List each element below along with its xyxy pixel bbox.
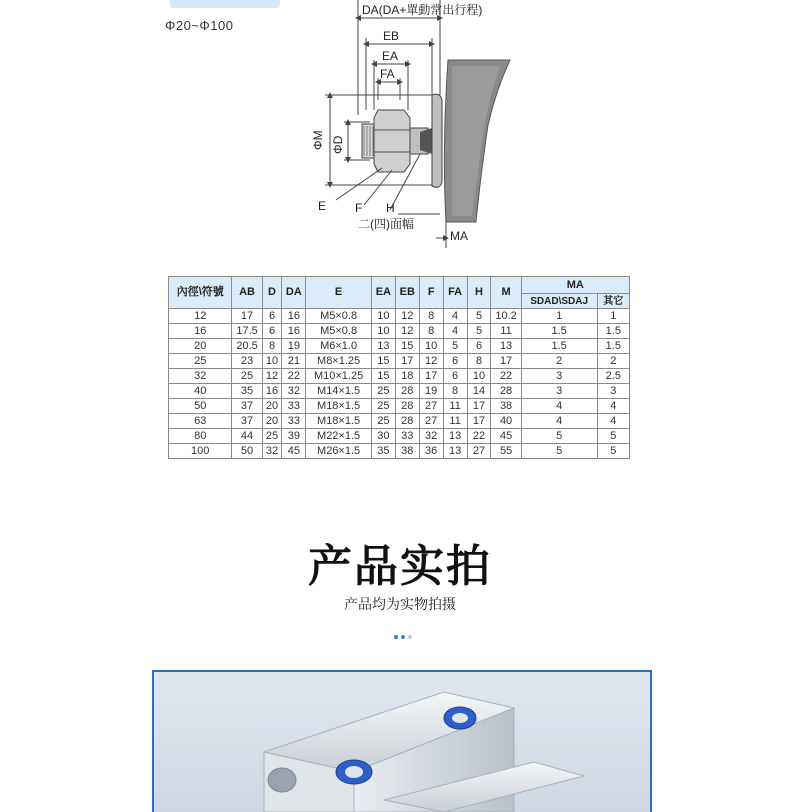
table-cell: 2 xyxy=(597,354,629,369)
table-cell: 5 xyxy=(467,309,491,324)
table-cell: 25 xyxy=(232,369,262,384)
section-subtitle: 产品均为实物拍摄 xyxy=(344,596,456,612)
table-cell: 35 xyxy=(371,444,395,459)
table-cell: 38 xyxy=(395,444,419,459)
table-cell: 28 xyxy=(491,384,521,399)
table-cell: 1.5 xyxy=(597,324,629,339)
carousel-dot xyxy=(394,635,398,639)
table-cell: 45 xyxy=(282,444,306,459)
col-header: 內徑\符號 xyxy=(169,277,232,309)
label-phi-m: ΦM xyxy=(311,130,325,150)
col-header: F xyxy=(419,277,443,309)
table-cell: 80 xyxy=(169,429,232,444)
table-cell: 20 xyxy=(262,399,282,414)
label-flats: 二(四)面幅 xyxy=(358,217,414,231)
table-cell: 27 xyxy=(419,414,443,429)
col-header-ma-sdad: SDAD\SDAJ xyxy=(521,294,597,309)
table-cell: 25 xyxy=(262,429,282,444)
col-header: D xyxy=(262,277,282,309)
table-cell: 22 xyxy=(282,369,306,384)
table-cell: 8 xyxy=(262,339,282,354)
table-cell: 32 xyxy=(419,429,443,444)
table-cell: 6 xyxy=(467,339,491,354)
table-cell: 1.5 xyxy=(521,339,597,354)
table-cell: 10 xyxy=(467,369,491,384)
table-cell: 4 xyxy=(597,399,629,414)
table-cell: 15 xyxy=(395,339,419,354)
col-header-ma-other: 其它 xyxy=(597,294,629,309)
table-cell: 28 xyxy=(395,384,419,399)
table-cell: 17 xyxy=(467,414,491,429)
carousel-dot xyxy=(401,635,405,639)
table-cell: 17 xyxy=(467,399,491,414)
table-cell: 5 xyxy=(521,444,597,459)
table-row xyxy=(169,324,630,339)
table-cell: 23 xyxy=(232,354,262,369)
table-cell: 32 xyxy=(282,384,306,399)
table-row xyxy=(169,414,630,429)
table-cell: 6 xyxy=(262,324,282,339)
table-row xyxy=(169,309,630,324)
table-row xyxy=(169,384,630,399)
label-da: DA(DA+單動常出行程) xyxy=(362,3,483,17)
table-cell: 19 xyxy=(419,384,443,399)
table-cell: 4 xyxy=(443,324,467,339)
table-cell: 1 xyxy=(597,309,629,324)
table-cell: 16 xyxy=(262,384,282,399)
table-cell: M8×1.25 xyxy=(306,354,372,369)
label-fa: FA xyxy=(380,67,395,81)
table-row xyxy=(169,444,630,459)
table-cell: 45 xyxy=(491,429,521,444)
table-cell: 6 xyxy=(443,354,467,369)
table-cell: 32 xyxy=(262,444,282,459)
table-cell: 50 xyxy=(169,399,232,414)
table-cell: M5×0.8 xyxy=(306,324,372,339)
label-h: H xyxy=(386,201,395,215)
table-cell: 25 xyxy=(371,414,395,429)
table-cell: 27 xyxy=(467,444,491,459)
table-cell: 12 xyxy=(262,369,282,384)
table-cell: 28 xyxy=(395,399,419,414)
table-cell: 25 xyxy=(169,354,232,369)
table-cell: 37 xyxy=(232,399,262,414)
table-cell: 4 xyxy=(597,414,629,429)
table-cell: 32 xyxy=(169,369,232,384)
table-cell: 35 xyxy=(232,384,262,399)
table-cell: 1 xyxy=(521,309,597,324)
table-cell: 3 xyxy=(597,384,629,399)
table-cell: 33 xyxy=(282,414,306,429)
table-cell: 5 xyxy=(597,444,629,459)
table-cell: 10 xyxy=(419,339,443,354)
table-cell: 33 xyxy=(282,399,306,414)
label-ea: EA xyxy=(382,49,399,63)
table-cell: 63 xyxy=(169,414,232,429)
table-cell: 27 xyxy=(419,399,443,414)
table-cell: 8 xyxy=(419,309,443,324)
table-cell: 13 xyxy=(443,444,467,459)
table-cell: 12 xyxy=(419,354,443,369)
table-cell: 6 xyxy=(443,369,467,384)
dimension-spec-table xyxy=(168,276,630,459)
label-ma: MA xyxy=(450,229,468,243)
table-cell: 22 xyxy=(467,429,491,444)
table-cell: 8 xyxy=(419,324,443,339)
table-cell: 1.5 xyxy=(521,324,597,339)
table-cell: 11 xyxy=(491,324,521,339)
col-header: AB xyxy=(232,277,262,309)
label-e: E xyxy=(318,199,327,213)
table-row xyxy=(169,399,630,414)
table-cell: 17 xyxy=(491,354,521,369)
table-cell: 13 xyxy=(371,339,395,354)
table-cell: 22 xyxy=(491,369,521,384)
table-cell: 17.5 xyxy=(232,324,262,339)
table-cell: 55 xyxy=(491,444,521,459)
table-cell: 5 xyxy=(467,324,491,339)
table-cell: 25 xyxy=(371,399,395,414)
table-cell: 25 xyxy=(371,384,395,399)
col-header: EB xyxy=(395,277,419,309)
table-cell: 100 xyxy=(169,444,232,459)
table-cell: 3 xyxy=(521,369,597,384)
table-cell: 28 xyxy=(395,414,419,429)
product-photo xyxy=(152,670,652,812)
table-cell: 12 xyxy=(395,309,419,324)
table-cell: 16 xyxy=(282,309,306,324)
table-cell: 5 xyxy=(443,339,467,354)
table-cell: 16 xyxy=(169,324,232,339)
table-cell: 38 xyxy=(491,399,521,414)
col-header-ma: MA xyxy=(521,277,629,294)
table-cell: 30 xyxy=(371,429,395,444)
table-cell: 8 xyxy=(467,354,491,369)
bore-range-label: Φ20~Φ100 xyxy=(165,18,234,33)
table-cell: 13 xyxy=(443,429,467,444)
table-cell: M22×1.5 xyxy=(306,429,372,444)
table-cell: 13 xyxy=(491,339,521,354)
table-row xyxy=(169,369,630,384)
table-cell: 1.5 xyxy=(597,339,629,354)
label-eb: EB xyxy=(383,29,400,43)
col-header: E xyxy=(306,277,372,309)
table-cell: M14×1.5 xyxy=(306,384,372,399)
table-cell: 20 xyxy=(262,414,282,429)
table-cell: M26×1.5 xyxy=(306,444,372,459)
table-cell: 14 xyxy=(467,384,491,399)
table-cell: M5×0.8 xyxy=(306,309,372,324)
table-cell: 16 xyxy=(282,324,306,339)
section-title: 产品实拍 xyxy=(308,542,492,591)
table-cell: 21 xyxy=(282,354,306,369)
table-cell: 12 xyxy=(395,324,419,339)
table-cell: 33 xyxy=(395,429,419,444)
table-cell: 20 xyxy=(169,339,232,354)
carousel-dots xyxy=(392,626,413,644)
table-cell: 10 xyxy=(371,309,395,324)
table-cell: 18 xyxy=(395,369,419,384)
table-cell: 12 xyxy=(169,309,232,324)
table-cell: 20.5 xyxy=(232,339,262,354)
table-cell: 37 xyxy=(232,414,262,429)
col-header: DA xyxy=(282,277,306,309)
table-cell: 2 xyxy=(521,354,597,369)
table-cell: M10×1.25 xyxy=(306,369,372,384)
rod-end-dimension-drawing xyxy=(290,0,530,250)
table-cell: 36 xyxy=(419,444,443,459)
col-header: M xyxy=(491,277,521,309)
table-cell: 11 xyxy=(443,399,467,414)
table-cell: 17 xyxy=(395,354,419,369)
table-cell: 4 xyxy=(521,414,597,429)
table-row xyxy=(169,429,630,444)
table-cell: 40 xyxy=(169,384,232,399)
table-cell: M18×1.5 xyxy=(306,399,372,414)
table-cell: 8 xyxy=(443,384,467,399)
table-cell: 17 xyxy=(419,369,443,384)
table-cell: 19 xyxy=(282,339,306,354)
label-phi-d: ΦD xyxy=(331,135,345,154)
top-tab-chip xyxy=(170,0,280,8)
table-cell: M18×1.5 xyxy=(306,414,372,429)
col-header: FA xyxy=(443,277,467,309)
label-f: F xyxy=(355,201,363,215)
table-cell: 11 xyxy=(443,414,467,429)
table-row xyxy=(169,339,630,354)
table-cell: 10.2 xyxy=(491,309,521,324)
table-cell: 40 xyxy=(491,414,521,429)
table-cell: M6×1.0 xyxy=(306,339,372,354)
table-cell: 4 xyxy=(521,399,597,414)
table-cell: 6 xyxy=(262,309,282,324)
carousel-dot xyxy=(408,635,412,639)
col-header: EA xyxy=(371,277,395,309)
table-cell: 15 xyxy=(371,354,395,369)
table-cell: 17 xyxy=(232,309,262,324)
col-header: H xyxy=(467,277,491,309)
table-cell: 5 xyxy=(597,429,629,444)
table-cell: 10 xyxy=(371,324,395,339)
table-cell: 39 xyxy=(282,429,306,444)
table-cell: 5 xyxy=(521,429,597,444)
table-cell: 50 xyxy=(232,444,262,459)
table-cell: 15 xyxy=(371,369,395,384)
table-row xyxy=(169,354,630,369)
table-cell: 4 xyxy=(443,309,467,324)
table-cell: 3 xyxy=(521,384,597,399)
table-cell: 2.5 xyxy=(597,369,629,384)
cylinder-photo-illustration xyxy=(154,672,650,812)
table-cell: 44 xyxy=(232,429,262,444)
table-cell: 10 xyxy=(262,354,282,369)
